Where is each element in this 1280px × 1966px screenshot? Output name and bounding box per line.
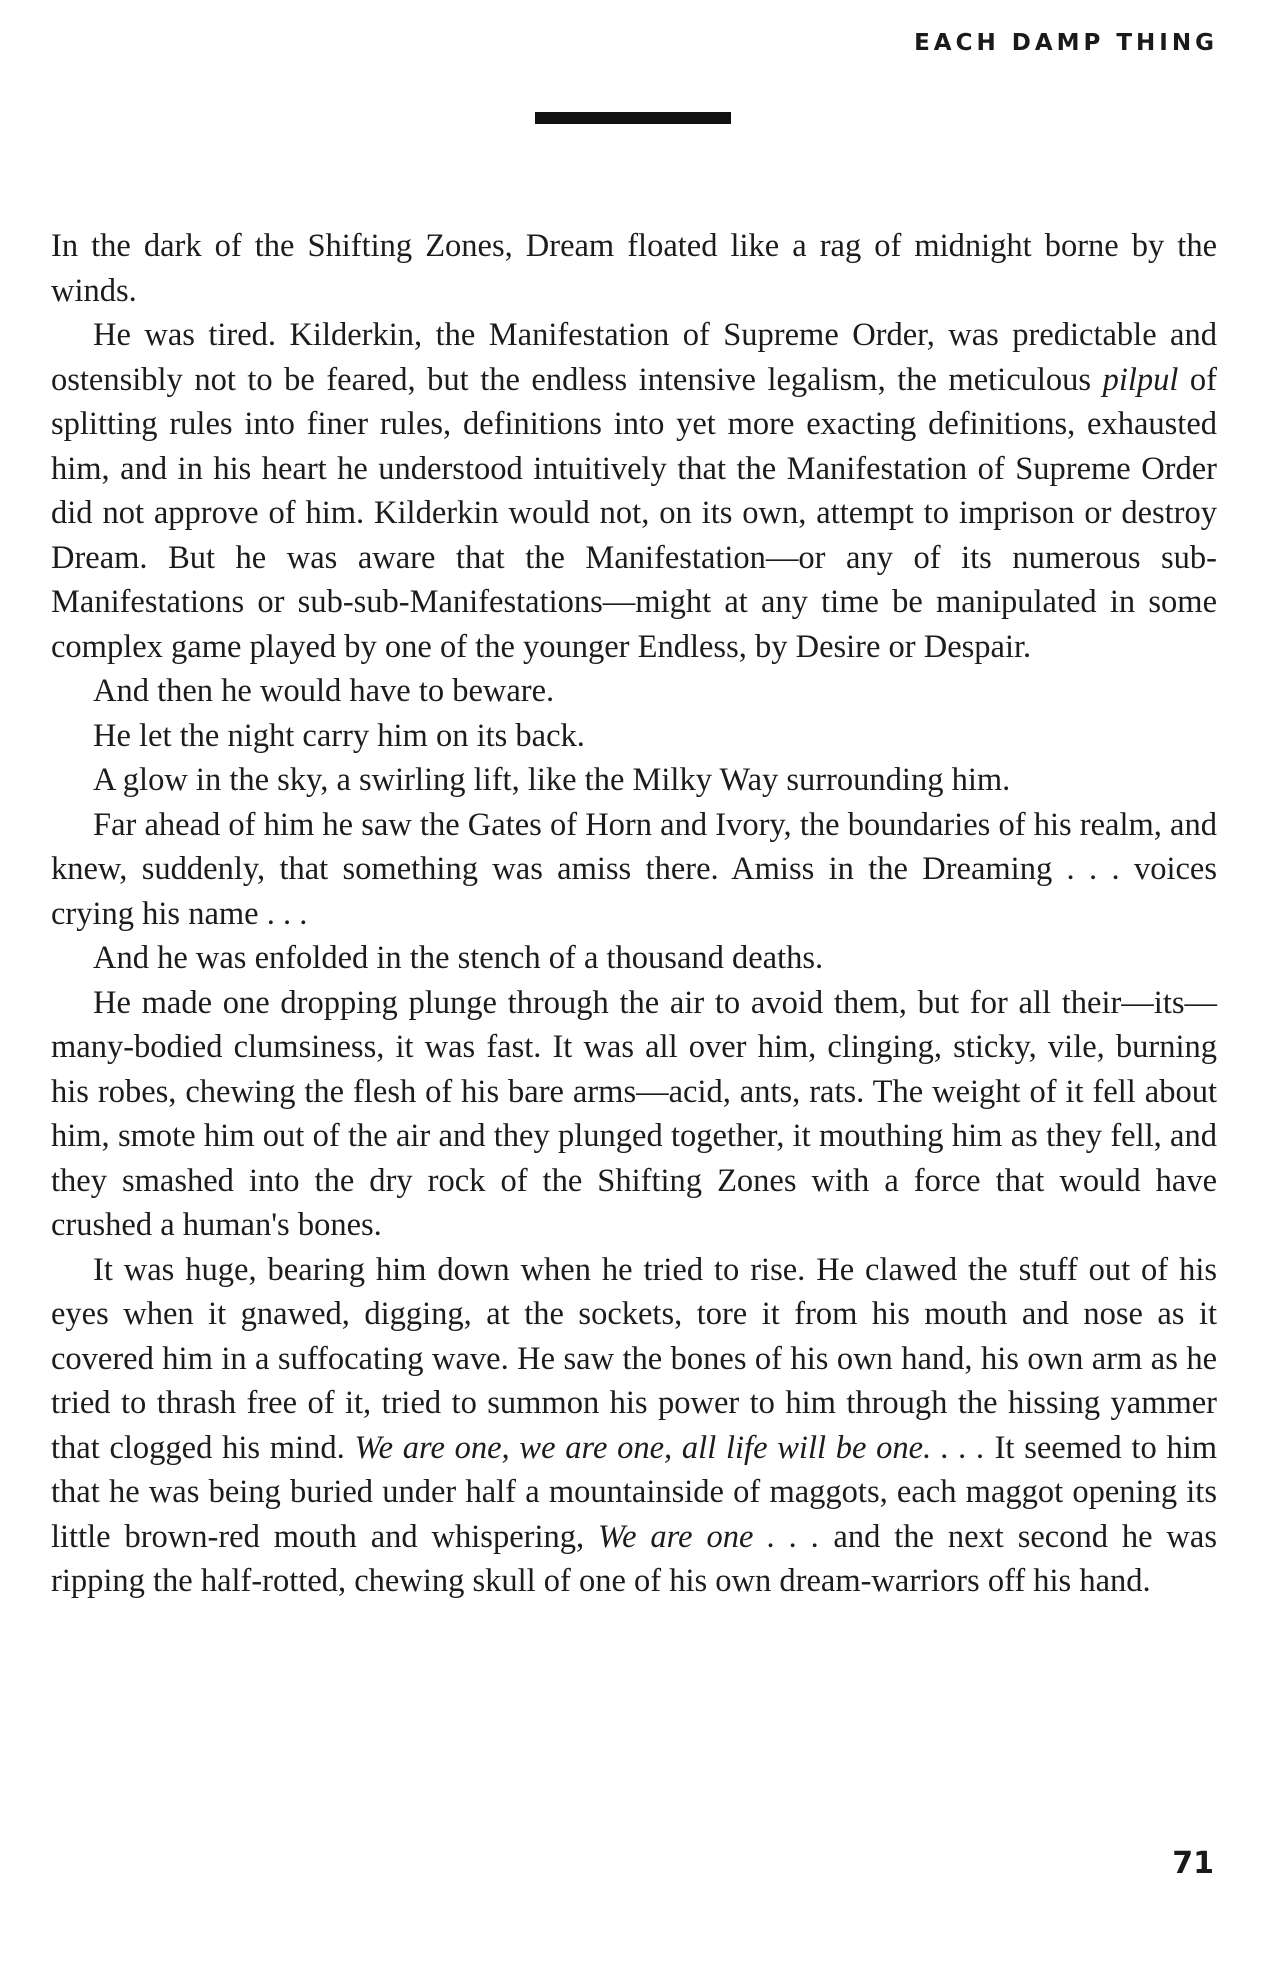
text-run: of splitting rules into finer rules, definitions into yet more exacting definitions, exhausted him, and in his heart he understood intuitively that the Manifestation of Supreme Order did not approve of him. Kilderkin would not, on its own, attempt to imprison or destroy Dream. But he was aware that the Manifestation—or any of its numerous sub-Manifestations or sub-sub-Manifestations—might at any time be manipulated in some complex game played by one of the younger Endless, by Desire or Despair. xyxy=(51,361,1217,665)
paragraph: He let the night carry him on its back. xyxy=(93,717,585,754)
body-text xyxy=(51,224,1217,1604)
paragraph: And he was enfolded in the stench of a thousand deaths. xyxy=(93,940,824,976)
text-run: It seemed to him that he was being buried under half a mountainside of maggots, each maggot opening its little brown-red mouth and whispering, xyxy=(51,1429,1217,1555)
section-divider xyxy=(535,112,731,124)
paragraph xyxy=(51,1248,1217,1604)
paragraph xyxy=(51,313,1217,669)
text-run: and the next second he was ripping the half-rotted, chewing skull of one of his own dream-warriors off his hand. xyxy=(51,1518,1217,1599)
text-run: He was tired. Kilderkin, the Manifestation of Supreme Order, was predictable and ostensibly not to be feared, but the endless intensive legalism, the meticulous xyxy=(51,317,1217,398)
running-head: EACH DAMP THING xyxy=(914,30,1218,56)
paragraph: In the dark of the Shifting Zones, Dream floated like a rag of midnight borne by the winds. xyxy=(51,228,1217,309)
page-number: 71 xyxy=(1172,1846,1214,1881)
text-run: It was huge, bearing him down when he tried to rise. He clawed the stuff out of his eyes when it gnawed, digging, at the sockets, tore it from his mouth and nose as it covered him in a suffocating wave. He saw the bones of his own hand, his own arm as he tried to thrash free of it, tried to summon his power to him through the hissing yammer that clogged his mind. xyxy=(51,1251,1217,1466)
paragraph: He made one dropping plunge through the air to avoid them, but for all their—its—many-bodied clumsiness, it was fast. It was all over him, clinging, sticky, vile, burning his robes, chewing the flesh of his bare arms—acid, ants, rats. The weight of it fell about him, smote him out of the air and they plunged together, it mouthing him as they fell, and they smashed into the dry rock of the Shifting Zones with a force that would have crushed a human's bones. xyxy=(51,984,1217,1243)
paragraph: A glow in the sky, a swirling lift, like the Milky Way surrounding him. xyxy=(93,762,1011,798)
italic-phrase: We are one, we are one, all life will be one. . . . xyxy=(354,1429,985,1466)
paragraph: And then he would have to beware. xyxy=(93,673,555,709)
italic-phrase: We are one . . . xyxy=(598,1518,820,1555)
paragraph: Far ahead of him he saw the Gates of Horn and Ivory, the boundaries of his realm, and knew, suddenly, that something was amiss there. Amiss in the Dreaming . . . voices crying his name . . . xyxy=(51,806,1217,932)
italic-term: pilpul xyxy=(1102,361,1179,398)
